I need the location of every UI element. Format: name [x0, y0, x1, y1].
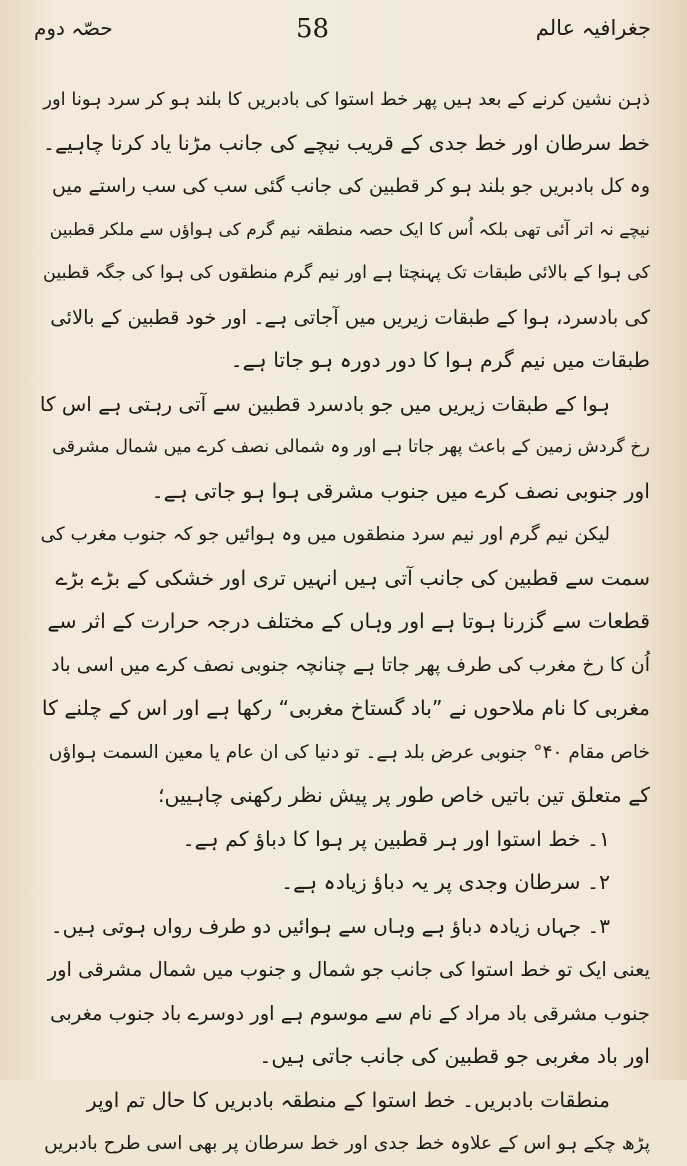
page-number: 58: [296, 14, 330, 44]
text-line: ۲۔ سرطان وجدی پر یہ دباؤ زیادہ ہے۔: [281, 870, 610, 894]
text-line: ۳۔ جہاں زیادہ دباؤ ہے وہاں سے ہوائیں دو طرف رواں ہوتی ہیں۔: [50, 913, 610, 938]
text-line: نیچے نہ اتر آئی تھی بلکہ اُس کا ایک حصہ منطقہ نیم گرم کی ہواؤں سے ملکر قطبین: [49, 219, 650, 240]
text-line: خاص مقام ۴۰° جنوبی عرض بلد ہے۔ تو دنیا کی ان عام یا معین السمت ہواؤں: [48, 741, 650, 763]
text-line: اور باد مغربی جو قطبین کی جانب جاتی ہیں۔: [259, 1044, 650, 1068]
text-line: لیکن نیم گرم اور نیم سرد منطقوں میں وہ ہوائیں جو کہ جنوب مغرب کی: [40, 524, 610, 545]
text-line: کی بادسرد، ہوا کے طبقات زیریں میں آجاتی ہے۔ اور خود قطبین کے بالائی: [50, 305, 650, 329]
text-line: اور جنوبی نصف کرے میں جنوب مشرقی ہوا ہو جاتی ہے۔: [151, 478, 650, 503]
page-body: [38, 78, 650, 1154]
text-line: خط سرطان اور خط جدی کے قریب نیچے کی جانب مڑنا یاد کرنا چاہیے۔: [43, 130, 650, 155]
text-line: کی ہوا کے بالائی طبقات تک پہنچتا ہے اور نیم گرم منطقوں کی ہوا کی جگہ قطبین: [43, 263, 650, 283]
text-line: ۱۔ خط استوا اور ہر قطبین پر ہوا کا دباؤ کم ہے۔: [182, 826, 610, 851]
section-title: حصّہ دوم: [34, 16, 113, 40]
text-line: طبقات میں نیم گرم ہوا کا دور دورہ ہو جاتا ہے۔: [230, 348, 650, 372]
text-line: قطعات سے گزرنا ہوتا ہے اور وہاں کے مختلف درجہ حرارت کے اثر سے: [47, 609, 650, 633]
text-line: رخ گردش زمین کے باعث پھر جاتا ہے اور وہ شمالی نصف کرے میں شمال مشرقی: [52, 437, 650, 457]
text-line: منطقات بادبریں۔ خط استوا کے منطقہ بادبریں کا حال تم اوپر: [86, 1087, 610, 1112]
text-line: کے متعلق تین باتیں خاص طور پر پیش نظر رکھنی چاہییں؛: [157, 783, 650, 807]
text-line: ہوا کے طبقات زیریں میں جو بادسرد قطبین سے آتی رہتی ہے اس کا: [39, 391, 610, 416]
text-line: یعنی ایک تو خط استوا کی جانب جو شمال و جنوب میں شمال مشرقی اور: [47, 958, 650, 981]
page-header: [0, 12, 687, 60]
text-line: سمت سے قطبین کی جانب آتی ہیں انہیں تری اور خشکی کے بڑے بڑے: [55, 565, 650, 590]
text-line: وہ کل بادبریں جو بلند ہو کر قطبین کی جانب گئی سب کی سب راستے میں: [52, 175, 650, 197]
text-line: ذہن نشین کرنے کے بعد ہیں پھر خط استوا کی بادبریں کا بلند ہو کر سرد ہونا اور: [43, 89, 650, 110]
text-line: جنوب مشرقی باد مراد کے نام سے موسوم ہے اور دوسرے باد جنوب مغربی: [50, 1001, 650, 1025]
text-line: اُن کا رخ مغرب کی طرف پھر جاتا ہے چنانچہ جنوبی نصف کرے میں اسی باد: [51, 653, 650, 676]
text-line: مغربی کا نام ملاحوں نے ”باد گستاخ مغربی“ رکھا ہے اور اس کے چلنے کا: [41, 696, 650, 720]
book-title: جغرافیہ عالم: [535, 16, 651, 40]
text-line: پڑھ چکے ہو اس کے علاوہ خط جدی اور خط سرطان پر بھی اسی طرح بادبریں: [44, 1133, 650, 1154]
